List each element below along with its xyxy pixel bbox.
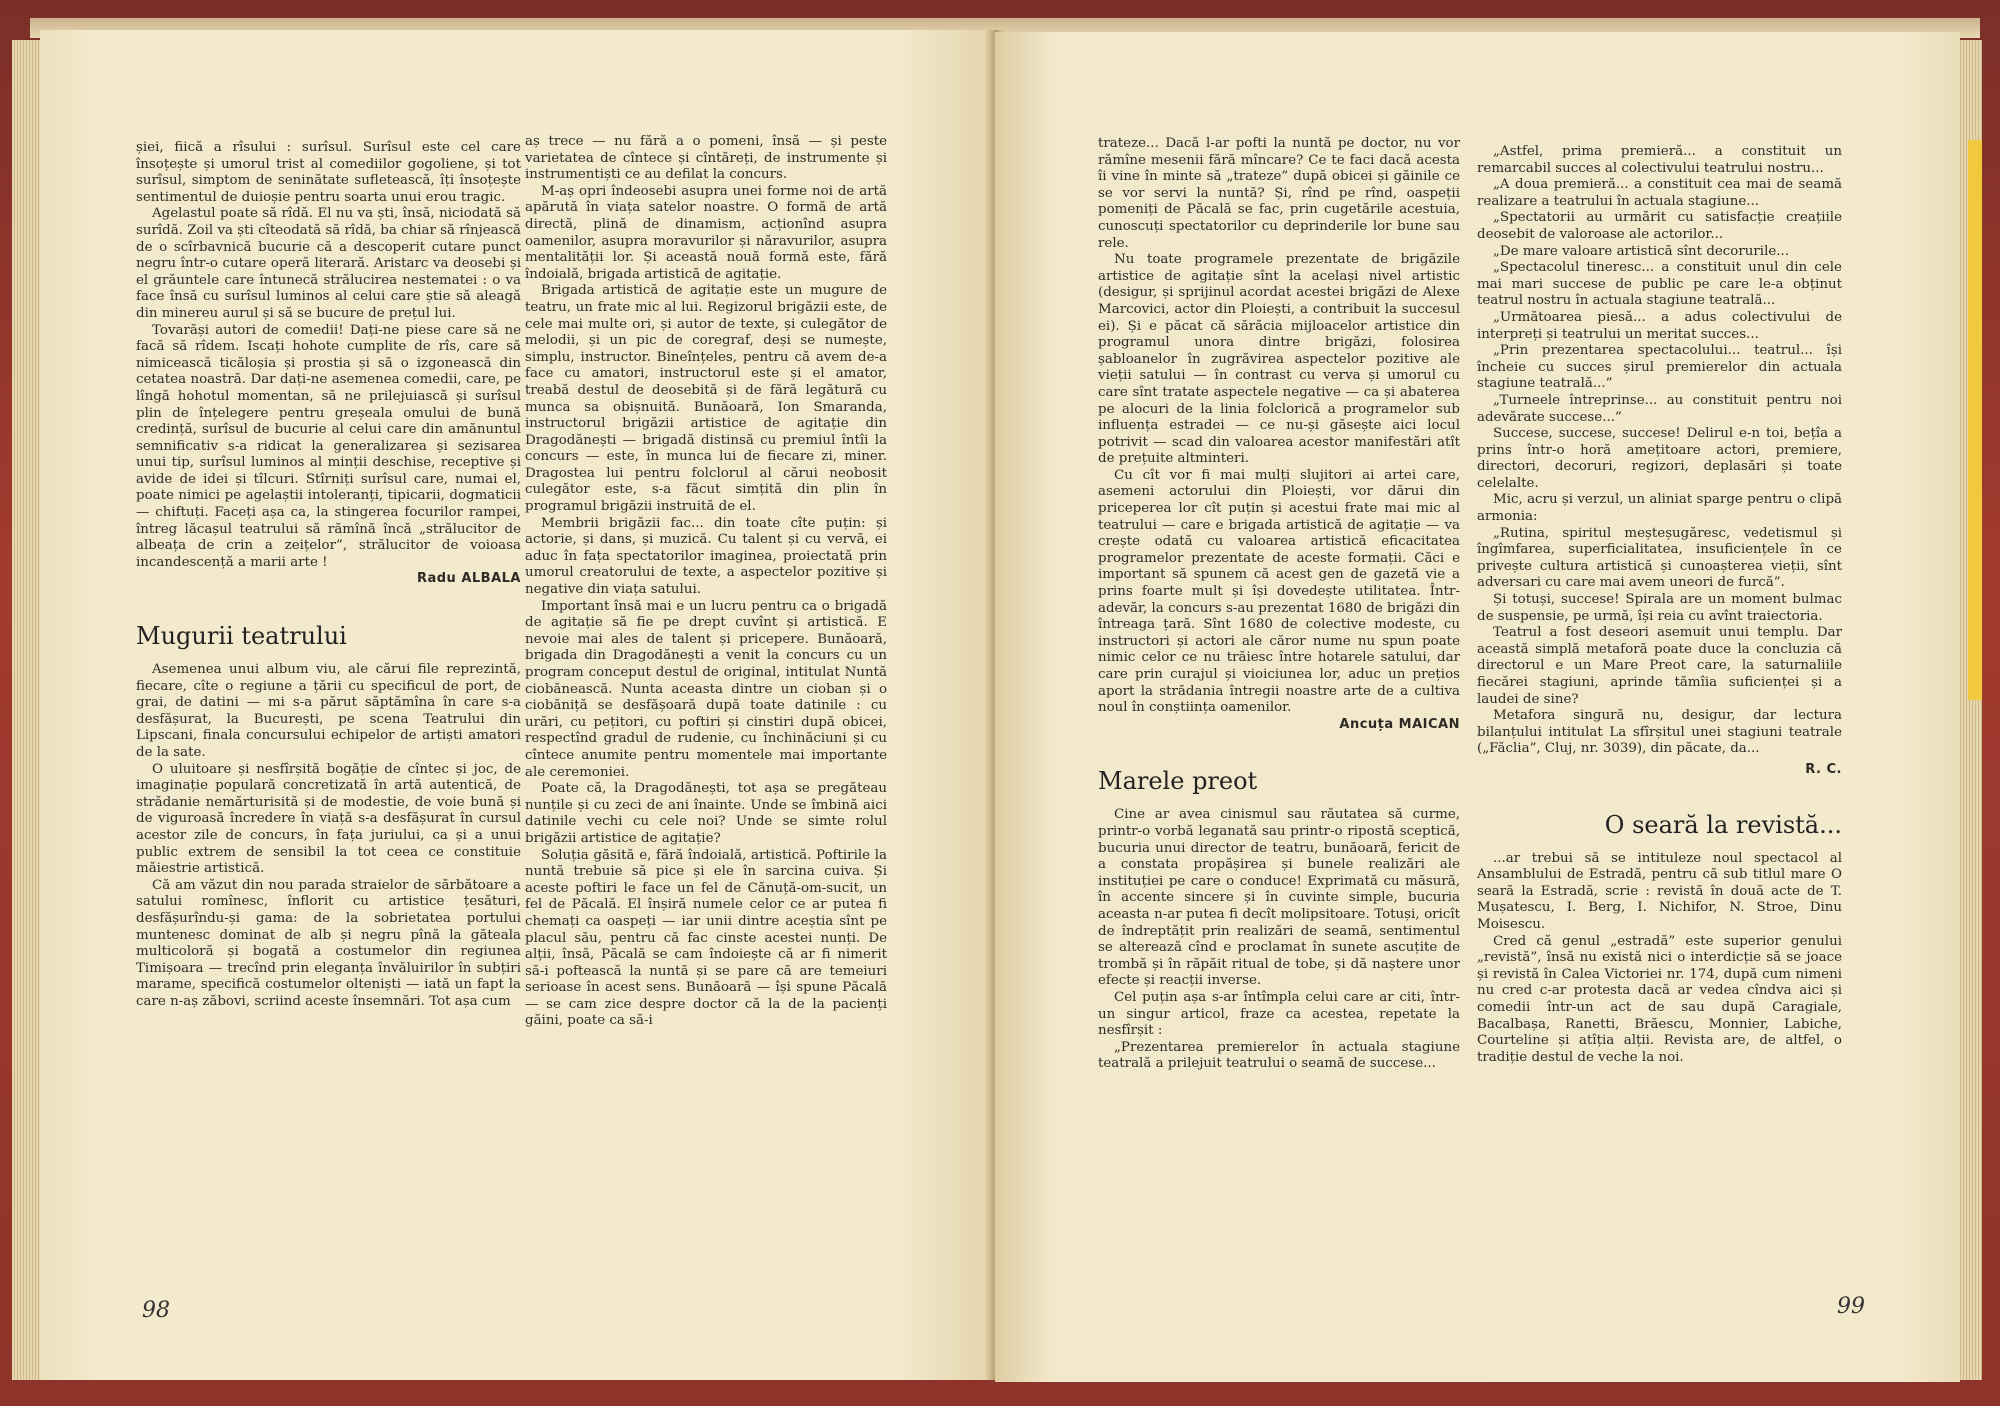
paragraph: aș trece — nu fără a o pomeni, însă — și peste varietatea de cîntece și cîntăreți, de instrumente și instrumentiști ce au defilat la concurs. (525, 134, 887, 183)
paragraph: Cred că genul „estradă” este superior genului „revistă”, însă nu există nici o interdicție să se joace și revistă în Calea Victoriei nr. 174, după cum nimeni nu cred c-ar protesta dacă ar vedea cîndva aici și comedii într-un act de sau după Caragiale, Bacalbașa, Ranetti, Brăescu, Monnier, Labiche, Courteline și atîția alții. Revista are, de altfel, o tradiție destul de veche la noi. (1477, 933, 1842, 1065)
paragraph: „Rutina, spiritul meșteșugăresc, vedetismul și îngîmfarea, superficialitatea, insuficiențele în ce privește cultura artistică și cunoașterea vieții, sînt adversari cu care mai avem uneori de furcă”. (1477, 525, 1842, 591)
section-heading: O seară la revistă... (1604, 810, 1842, 839)
paragraph: trateze... Dacă l-ar pofti la nuntă pe doctor, nu vor rămîne mesenii fără mîncare? Ce te faci dacă acesta îi vine în minte să „trateze” după obicei și găinile ce se vor servi la nuntă? Și, rînd pe rînd, oaspeții pomeniți de Păcală se fac, prin cugetările acestuia, cunoscuți spectatorilor cu deprinderile lor bune sau rele. (1098, 136, 1460, 251)
page-number: 99 (1837, 1294, 1865, 1319)
paragraph: ...ar trebui să se intituleze noul spectacol al Ansamblului de Estradă, pentru că sub titlul mare O seară la Estradă, scrie : revistă în două acte de T. Mușatescu, I. Berg, I. Nichifor, N. Stroe, Dinu Moisescu. (1477, 850, 1842, 932)
paragraph: Important însă mai e un lucru pentru ca o brigadă de agitație să fie pe drept cuvînt și artistică. E nevoie mai ales de talent și pricepere. Bunăoară, brigada din Dragodănești a venit la concurs cu un program conceput destul de original, intitulat Nuntă ciobănească. Nunta aceasta dintre un cioban și o ciobăniță se desfășoară după toate datinile : cu urări, cu pețitori, cu poftiri și cinstiri după obicei, respectînd gradul de rudenie, cu închinăciuni și cu cîntece anumite pentru momentele mai importante ale ceremoniei. (525, 598, 887, 780)
paragraph: șiei, fiică a rîsului : surîsul. Surîsul este cel care însoțește și umorul trist al comediilor gogoliene, și tot surîsul, simptom de seninătate sufletească, îți însoțește sentimentul de duioșie pentru soarta unui erou tragic. (136, 140, 521, 205)
paragraph: O uluitoare și nesfîrșită bogăție de cîntec și joc, de imaginație populară concretizată în artă autentică, de strădanie nemărturisită și de modestie, de voie bună și de viguroasă încredere în viață s-a desfășurat în cursul acestor zile de concurs, în fața juriului, ca și a unui public extrem de sensibil la tot ceea ce constituie măiestrie artistică. (136, 761, 521, 877)
right-column-1 (1098, 136, 1460, 1073)
paragraph: Teatrul a fost deseori asemuit unui templu. Dar această simplă metaforă poate duce la concluzia că directorul e un Mare Preot care, la saturnaliile fiecărei stagiuni, aprinde tămîia suficienței și a laudei de sine? (1477, 625, 1842, 707)
paragraph: „De mare valoare artistică sînt decorurile... (1493, 243, 1790, 259)
paragraph: Asemenea unui album viu, ale cărui file reprezintă, fiecare, cîte o regiune a țării cu specificul de port, de grai, de datini — mi s-a părut săptămîna în care s-a desfășurat, la București, pe scena Teatrului din Lipscani, finala concursului echipelor de artiști amatori de la sate. (136, 662, 521, 760)
section-heading: Marele preot (1098, 767, 1258, 796)
paragraph: „Prezentarea premierelor în actuala stagiune teatrală a prilejuit teatrului o seamă de succese... (1098, 1039, 1460, 1072)
paragraph: Soluția găsită e, fără îndoială, artistică. Poftirile la nuntă trebuie să pice și ele în sarcina cuiva. Și aceste poftiri le face un fel de Cănuță-om-sucit, un fel de Păcală. El înșiră numele celor ce ar putea fi chemați ca oaspeți — iar unii dintre aceștia sînt pe placul său, pentru că fac cinste acestei nunți. De alții, însă, Păcală se cam îndoiește că ar fi nimerit să-i poftească la nuntă și se pare că are temeiuri serioase în acest sens. Bunăoară — își spune Păcală — se cam zice despre doctor că la de la pacienți găini, poate ca să-i (525, 847, 887, 1029)
paragraph: Nu toate programele prezentate de brigăzile artistice de agitație sînt la același nivel artistic (desigur, și sprijinul acordat acestei brigăzi de Alexe Marcovici, actor din Ploiești, a contribuit la succesul ei). Și e păcat că sărăcia mijloacelor artistice din programul unora dintre brigăzi, folosirea șabloanelor în zugrăvirea aspectelor pozitive ale vieții satului — în contrast cu verva și umorul cu care sînt tratate aspectele negative — ca și abaterea pe alocuri de la linia folclorică a programelor sub influența estradei — ce nu-și găsește aici locul potrivit — scad din valoarea acestor manifestări atît de prețuite altminteri. (1098, 252, 1460, 467)
left-column-2 (525, 134, 887, 1030)
paragraph: „A doua premieră... a constituit cea mai de seamă realizare a teatrului în actuala stagiune... (1477, 177, 1842, 209)
paragraph: „Spectacolul tineresc... a constituit unul din cele mai mari succese de public pe care le-a obținut teatrul nostru în actuala stagiune teatrală... (1477, 260, 1842, 309)
paragraph: „Turneele întreprinse... au constituit pentru noi adevărate succese...” (1477, 392, 1842, 425)
paragraph: Membrii brigăzii fac... din toate cîte puțin: și actorie, și dans, și muzică. Cu talent și cu vervă, ei aduc în fața spectatorilor imaginea, proiectată prin umorul creatorului de texte, a aspectelor pozitive și negative din viața satului. (525, 515, 887, 598)
section-heading: Mugurii teatrului (136, 622, 347, 651)
paragraph: Agelastul poate să rîdă. El nu va ști, însă, niciodată să surîdă. Zoil va ști cîteodată să rîdă, ba chiar să rînjească de o scîrbavnică bucurie că a descoperit cutare punct negru într-o cutare operă literară. Aristarc va deosebi și el grăuntele care întunecă strălucirea nestematei : o va face însă cu surîsul luminos al celui care știe să aleagă din minereu aurul și să se bucure de prețul lui. (136, 206, 521, 321)
paragraph: Metafora singură nu, desigur, dar lectura bilanțului intitulat La sfîrșitul unei stagiuni teatrale („Făclia”, Cluj, nr. 3039), din păcate, da... (1477, 708, 1842, 757)
paragraph: Cel puțin așa s-ar întîmpla celui care ar citi, într-un singur articol, fraze ca acestea, repetate la nesfîrșit : (1098, 989, 1460, 1039)
yellow-page-marker (1968, 140, 1982, 700)
paragraph: „Spectatorii au urmărit cu satisfacție creațiile deosebit de valoroase ale actorilor... (1477, 210, 1842, 242)
paragraph: Poate că, la Dragodănești, tot așa se pregăteau nunțile și cu zeci de ani înainte. Unde se îmbină aici datinile vechi cu cele noi? Unde se simte rolul brigăzii artistice de agitație? (525, 781, 887, 846)
paragraph: M-aș opri îndeosebi asupra unei forme noi de artă apărută în viața satelor noastre. O formă de artă directă, plină de dinamism, acționînd asupra oamenilor, asupra moravurilor și năravurilor, asupra mentalității lor. Și această nouă formă este, fără îndoială, brigada artistică de agitație. (525, 183, 887, 282)
page-number: 98 (142, 1298, 170, 1323)
left-column-1 (136, 140, 521, 1011)
paragraph: Succese, succese, succese! Delirul e-n toi, bețîa a prins într-o horă amețitoare actori, premiere, directori, decoruri, regizori, deplasări și toate celelalte. (1477, 426, 1842, 491)
author-signature: Radu ALBALA (416, 571, 521, 587)
right-page (995, 32, 1960, 1382)
paragraph: Cu cît vor fi mai mulți slujitori ai artei care, asemeni actorului din Ploiești, vor dărui din priceperea lor cît puțin și acestui frate mai mic al teatrului — care e brigada artistică de agitație — va crește odată cu valoarea artistică eficacitatea programelor prezentate de aceste formații. Căci e important să spunem că acest gen de gazetă vie a prins foarte mult și își dovedește utilitatea. Într-adevăr, la concurs s-au prezentat 1680 de brigăzi din întreaga țară. Sînt 1680 de colective modeste, cu instructori și actori ale căror nume nu spun poate nimic celor ce nu trăiesc între hotarele satului, dar care prin curajul și vioiciunea lor, aduc un prețios aport la strădania întregii noastre arte de a cultiva noul în conștiința oamenilor. (1098, 467, 1460, 716)
left-page (40, 30, 995, 1380)
paragraph: Cine ar avea cinismul sau răutatea să curme, printr-o vorbă leganată sau printr-o ripostă sceptică, bucuria unui director de teatru, bunăoară, fericit de a constata propășirea și bunele realizări ale instituției pe care o conduce! Exprimată cu măsură, în accente sincere și în cuvinte simple, bucuria aceasta n-ar putea fi decît molipsitoare. Totuși, oricît de îndreptățit prin realizări de seamă, sentimentul se alterează cînd e proclamat în sunete ascuțite de trombă și în răpăit ritual de tobe, și dă naștere unor efecte și reacții inverse. (1098, 807, 1460, 989)
paragraph: „Următoarea piesă... a adus colectivului de interpreți și teatrului un meritat succes... (1477, 309, 1842, 342)
author-signature: Ancuța MAICAN (1339, 716, 1460, 732)
paragraph: Brigada artistică de agitație este un mugure de teatru, un frate mic al lui. Regizorul brigăzii este, de cele mai multe ori, și autor de texte, și culegător de melodii, și un pic de coregraf, deși se numește, simplu, instructor. Bineînțeles, pentru că avem de-a face cu amatori, instructorul este și el amator, treabă destul de deosebită și de fără legătură cu munca sa obișnuită. Bunăoară, Ion Smaranda, instructorul brigăzii artistice de agitație din Dragodănești — brigadă distinsă cu premiul întîi la concurs — este, în munca lui de fiecare zi, miner. Dragostea lui pentru folclorul al cărui neobosit culegător este, s-a făcut simțită din plin în programul brigăzii instruită de el. (525, 283, 887, 515)
paragraph: Mic, acru și verzul, un aliniat sparge pentru o clipă armonia: (1477, 492, 1842, 525)
author-signature: R. C. (1805, 761, 1842, 777)
paragraph: „Astfel, prima premieră... a constituit un remarcabil succes al colectivului teatrului nostru... (1477, 144, 1842, 176)
paragraph: Și totuși, succese! Spirala are un moment bulmac de suspensie, pe urmă, își reia cu avînt traiectoria. (1477, 592, 1842, 624)
paragraph: „Prin prezentarea spectacolului... teatrul... își încheie cu succes șirul premierelor din actuala stagiune teatrală...” (1477, 343, 1842, 392)
paragraph: Tovarăși autori de comedii! Dați-ne piese care să ne facă să rîdem. Iscați hohote cumplite de rîs, care să nimicească ticăloșia și prostia și să o izgonească din cetatea noastră. Dar dați-ne asemenea comedii, care, pe lîngă hohotul momentan, să ne prilejuiască și surîsul plin de înțelegere pentru greșeala omului de bună credință, surîsul de bucurie al celui care din amănuntul semnificativ s-a ridicat la generalizarea și sezisarea unui tip, surîsul luminos al minții deschise, receptive și avide de idei și tîlcuri. Stîrniți surîsul care, numai el, poate nimici pe agelaștii intoleranți, tipicarii, dogmaticii — chiftuți. Faceți așa ca, la stingerea focurilor rampei, întreg lăcașul teatrului să rămînă încă „strălucitor de albeața de crin a zeițelor”, strălucitor de voioasa incandescență a marii arte ! (136, 322, 521, 570)
paragraph: Că am văzut din nou parada straielor de sărbătoare a satului romînesc, înflorit cu artistice țesături, desfășurîndu-și gama: de la sobrietatea portului muntenesc dominat de alb și negru pînă la găteala multicoloră și bogată a costumelor din regiunea Timișoara — trecînd prin eleganța învăluirilor în subțiri marame, specifică costumelor olteniști — iată un fapt la care n-aș zăbovi, scriind aceste însemnări. Tot așa cum (136, 877, 521, 1009)
right-column-2 (1477, 144, 1842, 1066)
